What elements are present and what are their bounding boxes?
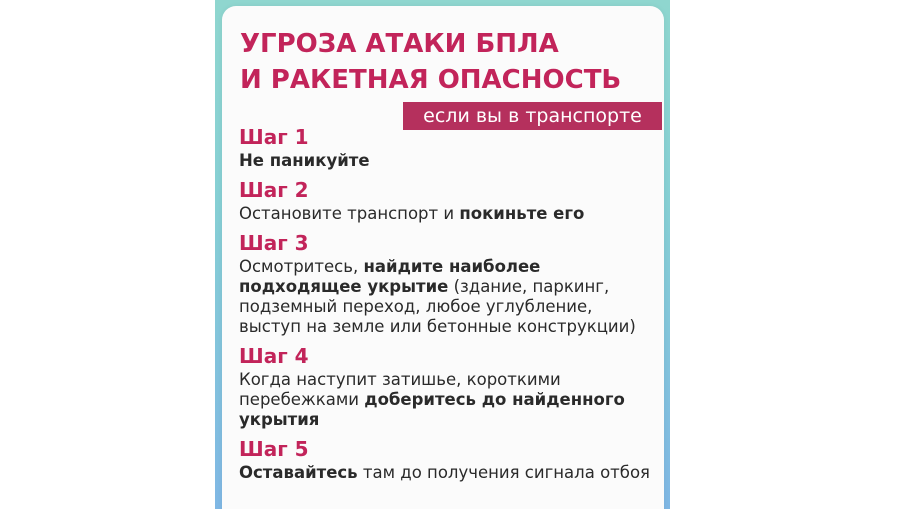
title-line-1: УГРОЗА АТАКИ БПЛА xyxy=(240,29,559,59)
step-text-regular: Остановите транспорт и xyxy=(239,204,460,223)
step-text-bold: Не паникуйте xyxy=(239,151,370,170)
step-text xyxy=(239,370,654,430)
steps-list xyxy=(239,124,654,483)
step-title: Шаг 4 xyxy=(239,344,309,368)
step-text-bold: Оставайтесь xyxy=(239,463,358,482)
title-line-2: И РАКЕТНАЯ ОПАСНОСТЬ xyxy=(240,65,622,95)
step-text-regular: Когда наступит затишье, короткими перебежками xyxy=(239,370,561,409)
step-title: Шаг 1 xyxy=(239,125,309,149)
step-item xyxy=(239,436,654,483)
step-title: Шаг 5 xyxy=(239,437,309,461)
poster-title xyxy=(240,26,621,98)
step-item xyxy=(239,177,654,224)
step-text xyxy=(239,463,654,483)
step-item xyxy=(239,343,654,430)
step-text xyxy=(239,151,654,171)
step-title: Шаг 2 xyxy=(239,178,309,202)
step-text-regular: Осмотритесь, xyxy=(239,257,364,276)
step-text-regular: там до получения сигнала отбоя xyxy=(357,463,650,482)
step-text-bold: найдите наиболее подходящее укрытие xyxy=(239,257,541,296)
step-text-bold: доберитесь до найденного укрытия xyxy=(239,390,625,429)
subtitle-ribbon: если вы в транспорте xyxy=(403,102,662,130)
step-title: Шаг 3 xyxy=(239,231,309,255)
step-text-bold: покиньте его xyxy=(459,204,585,223)
step-text-regular: (здание, паркинг, подземный переход, любое углубление, выступ на земле или бетонные конструкции) xyxy=(239,277,636,336)
step-item xyxy=(239,230,654,337)
step-text xyxy=(239,257,654,337)
step-text xyxy=(239,204,654,224)
step-item xyxy=(239,124,654,171)
